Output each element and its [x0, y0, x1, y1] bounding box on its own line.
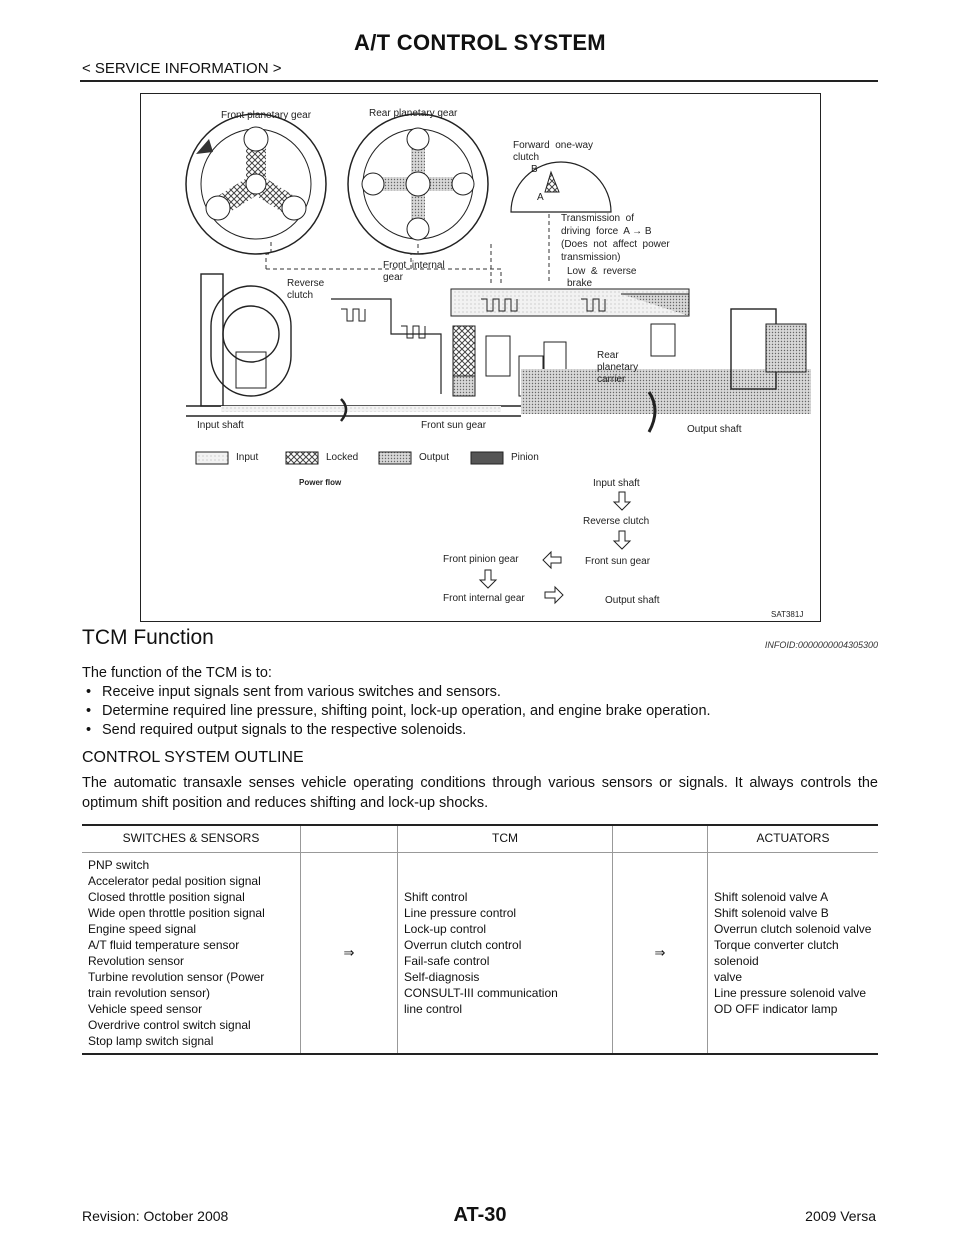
tcm-cell: Shift control Line pressure control Lock-up control Overrun clutch control Fail-safe control Self-diagnosis CONSULT-III communication line control — [398, 853, 613, 1055]
list-item: • Send required output signals to the respective solenoids. — [86, 722, 467, 738]
label-rear-planetary: Rear planetary gear — [369, 108, 458, 119]
label-transmission: Transmission of driving force A → B (Does not affect power transmission) — [561, 213, 670, 263]
flow-arrows — [480, 492, 630, 603]
footer-model: 2009 Versa — [805, 1208, 876, 1224]
label-output-shaft: Output shaft — [687, 424, 742, 435]
arrow-1: ⇒ — [301, 853, 398, 1055]
front-planetary-gear — [186, 114, 326, 254]
label-front-planetary: Front planetary gear — [221, 110, 312, 121]
header-rule — [80, 80, 878, 82]
legend-input: Input — [236, 452, 259, 463]
legend-output: Output — [419, 452, 450, 463]
label-front-internal: Front internal gear — [383, 260, 445, 283]
header-sensors: SWITCHES & SENSORS — [82, 825, 301, 853]
label-forward-clutch: Forward one-way clutch — [513, 140, 594, 163]
section-title: TCM Function — [82, 626, 214, 649]
outline-heading: CONTROL SYSTEM OUTLINE — [82, 749, 304, 766]
header-actuators: ACTUATORS — [708, 825, 879, 853]
page-subtitle: < SERVICE INFORMATION > — [82, 60, 282, 77]
control-system-table — [82, 824, 878, 1055]
power-flow-title: Power flow — [299, 478, 342, 487]
legend-locked-swatch — [286, 452, 318, 464]
label-input-shaft: Input shaft — [197, 420, 244, 431]
legend-pinion-swatch — [471, 452, 503, 464]
list-item: • Receive input signals sent from various switches and sensors. — [86, 684, 501, 700]
legend-locked: Locked — [326, 452, 359, 463]
transmission-diagram — [141, 94, 821, 622]
rear-planetary-gear — [348, 114, 488, 254]
page-title: A/T CONTROL SYSTEM — [354, 30, 606, 55]
flow-reverse-clutch: Reverse clutch — [583, 516, 650, 527]
footer-page: AT-30 — [453, 1204, 507, 1226]
transmission-section — [186, 274, 811, 432]
label-reverse-clutch: Reverse clutch — [287, 278, 325, 301]
arrow-2: ⇒ — [613, 853, 708, 1055]
function-list — [82, 683, 711, 740]
footer-revision: Revision: October 2008 — [82, 1208, 229, 1224]
one-way-clutch — [511, 162, 611, 212]
header-tcm: TCM — [398, 825, 613, 853]
label-low-reverse: Low & reverse brake — [567, 266, 637, 289]
intro-text: The function of the TCM is to: — [82, 665, 272, 681]
label-rear-carrier: Rear planetary carrier — [597, 350, 639, 385]
figure-code: SAT381J — [771, 610, 804, 619]
label-b: B — [531, 164, 538, 175]
label-a: A — [537, 192, 544, 203]
info-id: INFOID:0000000004305300 — [764, 640, 878, 650]
actuators-cell: Shift solenoid valve A Shift solenoid valve B Overrun clutch solenoid valve Torque converter clutch solenoid valve Line pressure solenoid valve OD OFF indicator lamp — [708, 853, 879, 1055]
list-item: • Determine required line pressure, shifting point, lock-up operation, and engine brake operation. — [86, 703, 711, 719]
legend-output-swatch — [379, 452, 411, 464]
sensors-cell: PNP switch Accelerator pedal position signal Closed throttle position signal Wide open throttle position signal Engine speed signal A/T fluid temperature sensor Revolution sensor Turbine revolution sensor (Power train revolution sensor) Vehicle speed sensor Overdrive control switch signal Stop lamp switch signal — [82, 853, 301, 1055]
flow-front-pinion-gear: Front pinion gear — [443, 554, 519, 565]
flow-input-shaft: Input shaft — [593, 478, 640, 489]
legend-pinion: Pinion — [511, 452, 539, 463]
label-front-sun: Front sun gear — [421, 420, 487, 431]
flow-front-sun-gear: Front sun gear — [585, 556, 651, 567]
flow-output-shaft: Output shaft — [605, 595, 660, 606]
legend-input-swatch — [196, 452, 228, 464]
flow-front-internal-gear: Front internal gear — [443, 593, 525, 604]
outline-body: The automatic transaxle senses vehicle operating conditions through various sensors or signals. It always controls the optimum shift position and reduces shifting and lock-up shocks. — [82, 775, 878, 811]
power-flow-figure — [140, 93, 821, 622]
